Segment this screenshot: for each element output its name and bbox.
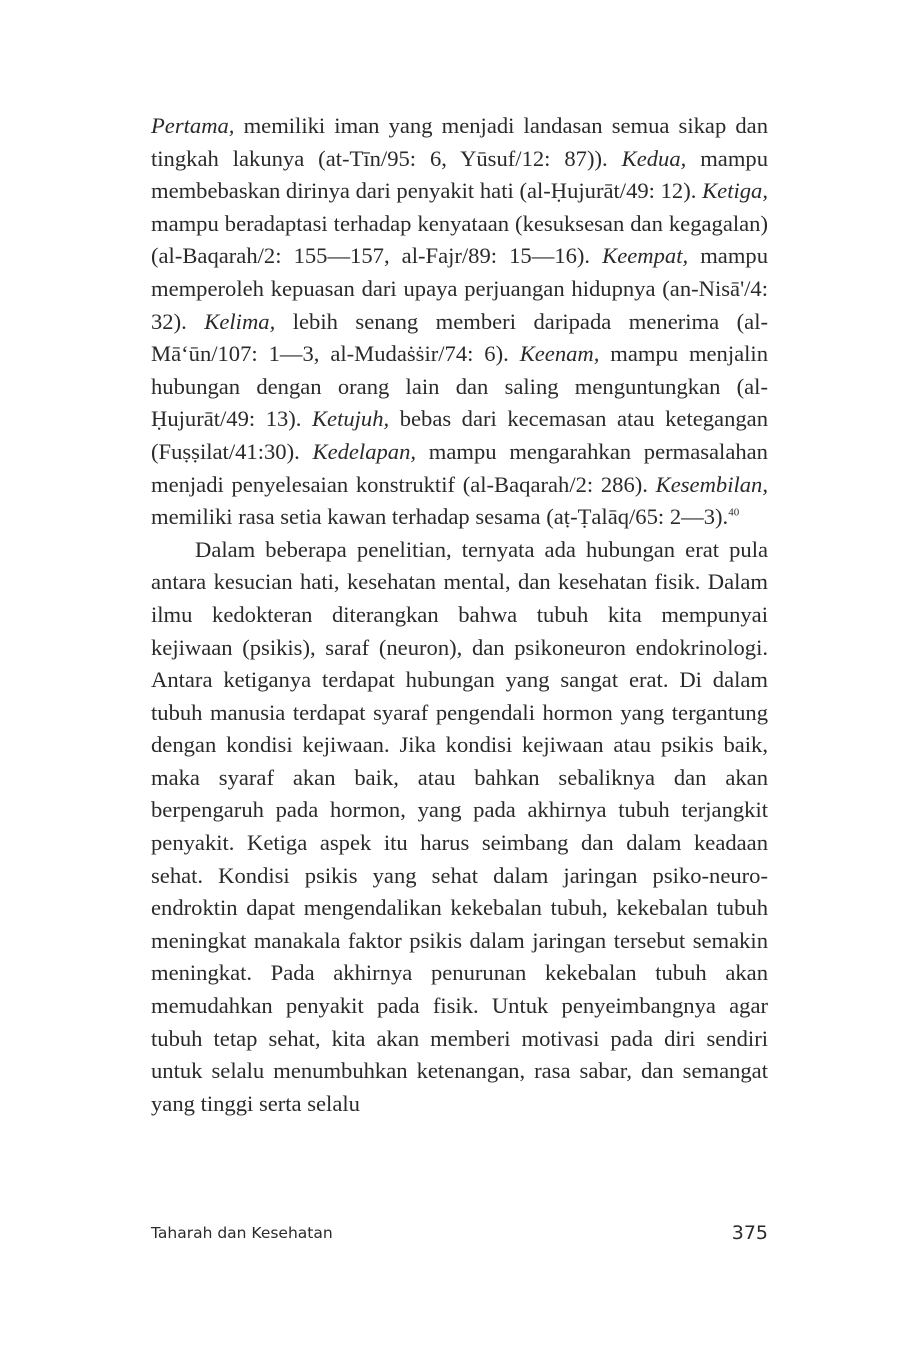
point-text: mampu beradaptasi terhadap kenyataan (kesuksesan dan kegagalan) (al-Baqarah/2: 155—157, al-Fajr/89: 15—16). — [151, 210, 768, 269]
running-footer-title: Taharah dan Kesehatan — [151, 1224, 333, 1242]
point-text: memiliki iman yang menjadi landasan semua sikap dan tingkah lakunya (at-Tīn/95: 6, Yūsuf/12: 87)). — [151, 113, 768, 171]
body-text — [151, 110, 768, 1120]
page-footer — [151, 1222, 768, 1250]
point-text: mampu mengarahkan permasalahan menjadi penyelesaian konstruktif (al-Baqarah/2: 286). — [151, 438, 768, 497]
point-text: lebih senang memberi daripada menerima (al-Mā‘ūn/107: 1—3, al-Mudaṡṡir/74: 6). — [151, 308, 768, 367]
point-text: memiliki rasa setia kawan terhadap sesama (aṭ-Ṭalāq/65: 2—3). — [151, 504, 729, 530]
footnote-marker[interactable]: 40 — [728, 506, 740, 519]
point-text: mampu menjalin hubungan dengan orang lain dan saling menguntungkan (al-Ḥujurāt/49: 13). — [151, 341, 769, 432]
point-text: bebas dari kecemasan atau ketegangan (Fuṣṣilat/41:30). — [151, 406, 768, 464]
point-label: Ketiga, — [702, 178, 768, 204]
point-label: Kedelapan, — [312, 438, 417, 464]
point-text: mampu membebaskan dirinya dari penyakit hati (al-Ḥujurāt/49: 12). — [151, 145, 768, 204]
page-number: 375 — [731, 1222, 768, 1244]
paragraph-characteristics — [151, 110, 768, 534]
point-label: Kesembilan, — [655, 471, 768, 497]
point-label: Keenam, — [519, 341, 600, 367]
point-label: Keempat, — [602, 243, 689, 269]
point-text: mampu memperoleh kepuasan dari upaya perjuangan hidupnya (an-Nisā'/4: 32). — [151, 243, 768, 334]
point-label: Kedua, — [621, 145, 687, 171]
point-label: Ketujuh, — [311, 406, 390, 432]
paragraph-health-research: Dalam beberapa penelitian, ternyata ada hubungan erat pula antara kesucian hati, kesehatan mental, dan kesehatan fisik. Dalam ilmu kedokteran diterangkan bahwa tubuh kita mempunyai kejiwaan (psikis), saraf (neuron), dan psikoneuron endokrinologi. Antara ketiganya terdapat hubungan yang sangat erat. Di dalam tubuh manusia terdapat syaraf pengendali hormon yang tergantung dengan kondisi kejiwaan. Jika kondisi kejiwaan atau psikis baik, maka syaraf akan baik, atau bahkan sebaliknya dan akan berpengaruh pada hormon, yang pada akhirnya tubuh terjangkit penyakit. Ketiga aspek itu harus seimbang dan dalam keadaan sehat. Kondisi psikis yang sehat dalam jaringan psiko-neuro-endroktin dapat mengendalikan kekebalan tubuh, kekebalan tubuh meningkat manakala faktor psikis dalam jaringan tersebut semakin meningkat. Pada akhirnya penurunan kekebalan tubuh akan memudahkan penyakit pada fisik. Untuk penyeimbangnya agar tubuh tetap sehat, kita akan memberi motivasi pada diri sendiri untuk selalu menumbuhkan ketenangan, rasa sabar, dan semangat yang tinggi serta selalu — [151, 536, 768, 1116]
point-label: Pertama, — [151, 113, 235, 138]
point-label: Kelima, — [204, 308, 276, 334]
